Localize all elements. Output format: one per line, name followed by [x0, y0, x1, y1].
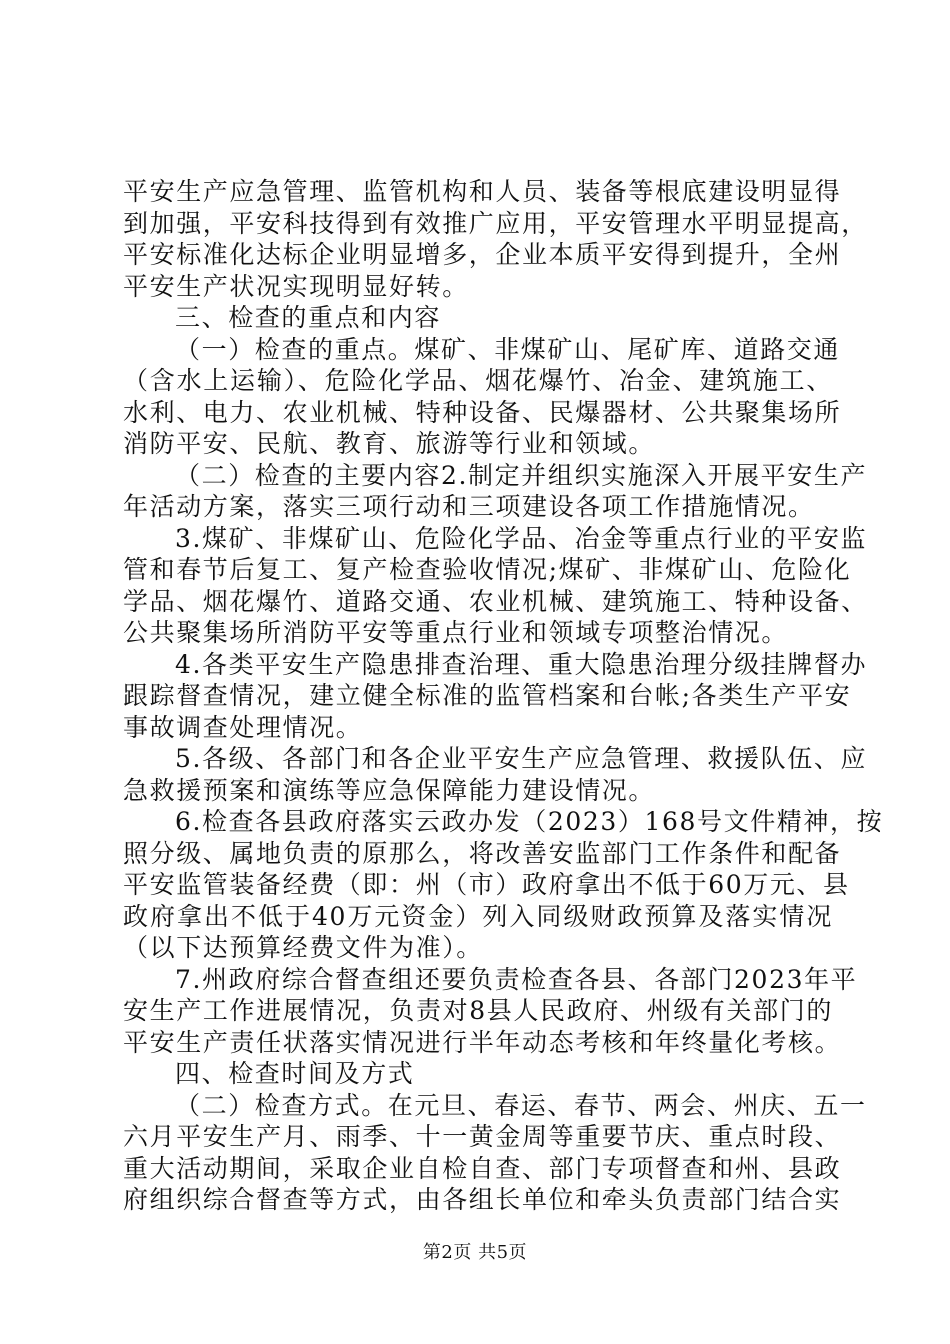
- text-line: 5.各级、各部门和各企业平安生产应急管理、救援队伍、应: [175, 744, 868, 773]
- text-line: 平安标准化达标企业明显增多，企业本质平安得到提升，全州: [123, 240, 842, 269]
- document-body: [123, 176, 884, 1216]
- text-line: 管和春节后复工、复产检查验收情况;煤矿、非煤矿山、危险化: [123, 555, 852, 584]
- text-line: （含水上运输）、危险化学品、烟花爆竹、冶金、建筑施工、: [123, 366, 833, 395]
- text-line: 年活动方案，落实三项行动和三项建设各项工作措施情况。: [123, 492, 815, 521]
- text-line: 重大活动期间，采取企业自检自查、部门专项督查和州、县政: [123, 1153, 842, 1183]
- text-line: 4.各类平安生产隐患排查治理、重大隐患治理分级挂牌督办: [175, 649, 868, 679]
- text-line: 平安生产责任状落实情况进行半年动态考核和年终量化考核。: [123, 1027, 842, 1057]
- text-line: 事故调查处理情况。: [123, 712, 363, 742]
- text-line: 到加强，平安科技得到有效推广应用，平安管理水平明显提高，: [123, 208, 868, 238]
- text-line: 六月平安生产月、雨季、十一黄金周等重要节庆、重点时段、: [123, 1122, 842, 1151]
- text-line: 学品、烟花爆竹、道路交通、农业机械、建筑施工、特种设备、: [123, 586, 868, 616]
- text-line: 3.煤矿、非煤矿山、危险化学品、冶金等重点行业的平安监: [175, 523, 868, 553]
- text-line: （以下达预算经费文件为准）。: [123, 933, 483, 962]
- text-line: 四、检查时间及方式: [175, 1059, 415, 1088]
- text-line: 跟踪督查情况，建立健全标准的监管档案和台帐;各类生产平安: [123, 681, 852, 710]
- text-line: 消防平安、民航、教育、旅游等行业和领域。: [123, 429, 656, 458]
- text-line: （一）检查的重点。煤矿、非煤矿山、尾矿库、道路交通: [175, 334, 841, 364]
- text-line: 平安生产应急管理、监管机构和人员、装备等根底建设明显得: [123, 177, 842, 206]
- text-line: 府组织综合督查等方式，由各组长单位和牵头负责部门结合实: [123, 1185, 842, 1214]
- text-line: 6.检查各县政府落实云政办发（2023）168号文件精神，按: [175, 807, 884, 836]
- text-line: 公共聚集场所消防平安等重点行业和领域专项整治情况。: [123, 618, 789, 647]
- text-line: 政府拿出不低于40万元资金）列入同级财政预算及落实情况: [123, 901, 833, 931]
- text-line: 7.州政府综合督查组还要负责检查各县、各部门2023年平: [175, 964, 858, 994]
- text-line: 照分级、属地负责的原那么，将改善安监部门工作条件和配备: [123, 838, 842, 868]
- text-line: 急救援预案和演练等应急保障能力建设情况。: [123, 775, 656, 805]
- text-line: 水利、电力、农业机械、特种设备、民爆器材、公共聚集场所: [123, 397, 842, 427]
- text-line: 三、检查的重点和内容: [175, 303, 442, 332]
- text-line: （二）检查方式。在元旦、春运、春节、两会、州庆、五一: [175, 1090, 867, 1120]
- text-line: 安生产工作进展情况，负责对8县人民政府、州级有关部门的: [123, 996, 833, 1025]
- text-line: 平安监管装备经费（即：州（市）政府拿出不低于60万元、县: [123, 870, 850, 899]
- text-line: （二）检查的主要内容2.制定并组织实施深入开展平安生产: [175, 460, 868, 490]
- page-number-footer: 第2页 共5页: [422, 1242, 528, 1263]
- text-line: 平安生产状况实现明显好转。: [123, 271, 469, 301]
